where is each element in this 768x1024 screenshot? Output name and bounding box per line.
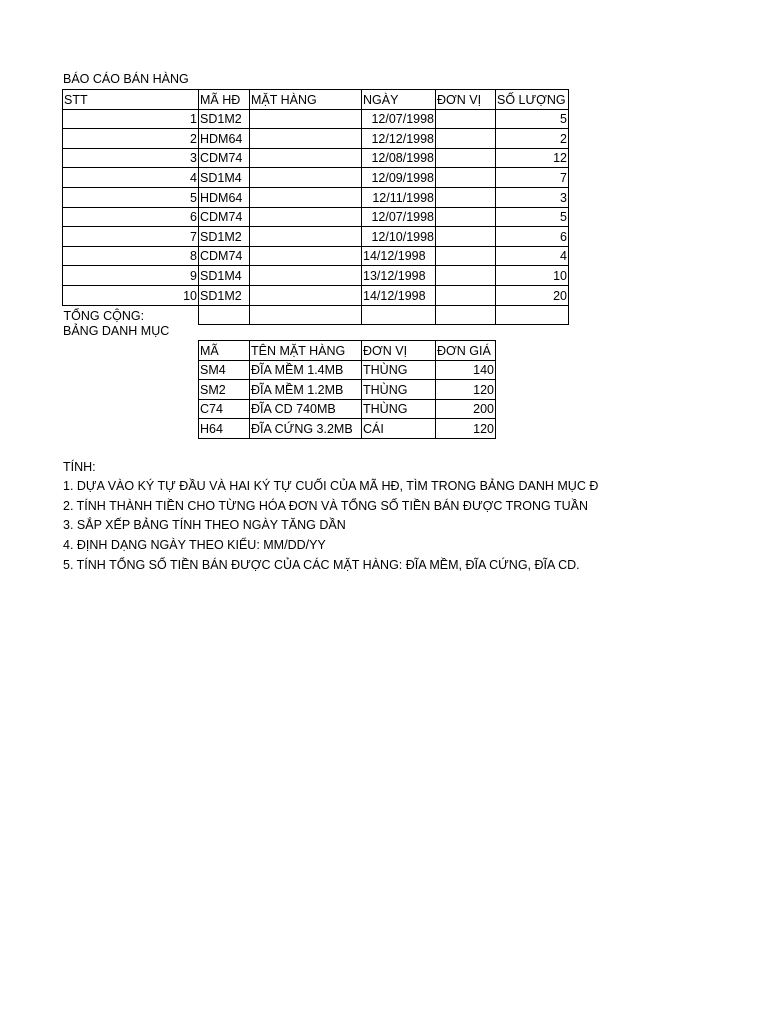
so-luong-cell: 4: [496, 246, 569, 266]
total-cell: [436, 305, 496, 325]
stt-cell: 3: [63, 148, 199, 168]
don-vi-cell: [436, 148, 496, 168]
ngay-cell: 12/09/1998: [362, 168, 436, 188]
ngay-cell: 13/12/1998: [362, 266, 436, 286]
ma-hd-cell: SD1M4: [199, 266, 250, 286]
mat-hang-cell: [250, 246, 362, 266]
catalog-row: [199, 380, 496, 400]
so-luong-cell: 3: [496, 187, 569, 207]
stt-cell: 4: [63, 168, 199, 188]
sales-row: [63, 168, 569, 188]
ma-cell: SM4: [199, 360, 250, 380]
total-cell: [250, 305, 362, 325]
ma-hd-cell: CDM74: [199, 246, 250, 266]
total-cell: [362, 305, 436, 325]
total-label: TỔNG CỘNG:: [63, 305, 199, 325]
don-gia-cell: 120: [436, 419, 496, 439]
sales-row: [63, 266, 569, 286]
instruction-item: 1. DỰA VÀO KÝ TỰ ĐẦU VÀ HAI KÝ TỰ CUỐI CỦA MÃ HĐ, TÌM TRONG BẢNG DANH MỤC Đ: [63, 479, 599, 493]
stt-cell: 7: [63, 227, 199, 247]
ngay-cell: 12/11/1998: [362, 187, 436, 207]
don-vi-cell: [436, 129, 496, 149]
sales-row: [63, 187, 569, 207]
header-ma: MÃ: [199, 341, 250, 361]
catalog-table: [198, 340, 496, 439]
ma-hd-cell: HDM64: [199, 129, 250, 149]
stt-cell: 6: [63, 207, 199, 227]
stt-cell: 2: [63, 129, 199, 149]
ma-cell: H64: [199, 419, 250, 439]
mat-hang-cell: [250, 266, 362, 286]
total-cell: [496, 305, 569, 325]
sales-row: [63, 207, 569, 227]
instruction-item: 5. TÍNH TỔNG SỐ TIỀN BÁN ĐƯỢC CỦA CÁC MẶT HÀNG: ĐĨA MỀM, ĐĨA CỨNG, ĐĨA CD.: [63, 558, 580, 572]
ngay-cell: 14/12/1998: [362, 285, 436, 305]
header-ma-hd: MÃ HĐ: [199, 90, 250, 110]
catalog-row: [199, 419, 496, 439]
don-vi-cell: [436, 109, 496, 129]
don-vi-cell: [436, 227, 496, 247]
stt-cell: 8: [63, 246, 199, 266]
mat-hang-cell: [250, 285, 362, 305]
ten-cell: ĐĨA MỀM 1.4MB: [250, 360, 362, 380]
so-luong-cell: 2: [496, 129, 569, 149]
don-gia-cell: 120: [436, 380, 496, 400]
ngay-cell: 12/12/1998: [362, 129, 436, 149]
ma-hd-cell: CDM74: [199, 148, 250, 168]
mat-hang-cell: [250, 227, 362, 247]
header-don-vi: ĐƠN VỊ: [362, 341, 436, 361]
ngay-cell: 12/07/1998: [362, 207, 436, 227]
header-don-gia: ĐƠN GIÁ: [436, 341, 496, 361]
don-vi-cell: THÙNG: [362, 380, 436, 400]
don-vi-cell: [436, 187, 496, 207]
don-vi-cell: [436, 285, 496, 305]
header-don-vi: ĐƠN VỊ: [436, 90, 496, 110]
sales-table: [62, 89, 569, 325]
sales-row: [63, 227, 569, 247]
ngay-cell: 12/08/1998: [362, 148, 436, 168]
ngay-cell: 12/10/1998: [362, 227, 436, 247]
stt-cell: 5: [63, 187, 199, 207]
don-vi-cell: CÁI: [362, 419, 436, 439]
ma-cell: SM2: [199, 380, 250, 400]
so-luong-cell: 5: [496, 109, 569, 129]
sales-header-row: [63, 90, 569, 110]
instruction-item: 2. TÍNH THÀNH TIỀN CHO TỪNG HÓA ĐƠN VÀ TỔNG SỐ TIỀN BÁN ĐƯỢC TRONG TUẦN: [63, 499, 589, 513]
ma-hd-cell: CDM74: [199, 207, 250, 227]
mat-hang-cell: [250, 168, 362, 188]
header-ten-mat-hang: TÊN MẶT HÀNG: [250, 341, 362, 361]
so-luong-cell: 20: [496, 285, 569, 305]
ten-cell: ĐĨA CD 740MB: [250, 399, 362, 419]
ngay-cell: 14/12/1998: [362, 246, 436, 266]
sales-row: [63, 109, 569, 129]
don-vi-cell: THÙNG: [362, 360, 436, 380]
don-gia-cell: 140: [436, 360, 496, 380]
report-title: BÁO CÁO BÁN HÀNG: [63, 72, 189, 86]
so-luong-cell: 5: [496, 207, 569, 227]
so-luong-cell: 10: [496, 266, 569, 286]
don-vi-cell: [436, 266, 496, 286]
instruction-item: 3. SẮP XẾP BẢNG TÍNH THEO NGÀY TĂNG DẦN: [63, 518, 346, 532]
catalog-row: [199, 399, 496, 419]
so-luong-cell: 12: [496, 148, 569, 168]
catalog-row: [199, 360, 496, 380]
sales-row: [63, 129, 569, 149]
ma-cell: C74: [199, 399, 250, 419]
header-so-luong: SỐ LƯỢNG: [496, 90, 569, 110]
mat-hang-cell: [250, 187, 362, 207]
don-vi-cell: THÙNG: [362, 399, 436, 419]
ten-cell: ĐĨA CỨNG 3.2MB: [250, 419, 362, 439]
stt-cell: 10: [63, 285, 199, 305]
so-luong-cell: 6: [496, 227, 569, 247]
catalog-title: BẢNG DANH MỤC: [63, 324, 170, 338]
mat-hang-cell: [250, 148, 362, 168]
sales-row: [63, 148, 569, 168]
don-vi-cell: [436, 207, 496, 227]
ngay-cell: 12/07/1998: [362, 109, 436, 129]
instructions-heading: TÍNH:: [63, 460, 96, 474]
sales-row: [63, 246, 569, 266]
instruction-item: 4. ĐỊNH DẠNG NGÀY THEO KIỂU: MM/DD/YY: [63, 538, 326, 552]
header-mat-hang: MẶT HÀNG: [250, 90, 362, 110]
catalog-header-row: [199, 341, 496, 361]
header-stt: STT: [63, 90, 199, 110]
ma-hd-cell: HDM64: [199, 187, 250, 207]
ten-cell: ĐĨA MỀM 1.2MB: [250, 380, 362, 400]
stt-cell: 9: [63, 266, 199, 286]
stt-cell: 1: [63, 109, 199, 129]
ma-hd-cell: SD1M2: [199, 285, 250, 305]
don-vi-cell: [436, 168, 496, 188]
so-luong-cell: 7: [496, 168, 569, 188]
mat-hang-cell: [250, 207, 362, 227]
mat-hang-cell: [250, 129, 362, 149]
ma-hd-cell: SD1M2: [199, 227, 250, 247]
header-ngay: NGÀY: [362, 90, 436, 110]
don-vi-cell: [436, 246, 496, 266]
ma-hd-cell: SD1M4: [199, 168, 250, 188]
ma-hd-cell: SD1M2: [199, 109, 250, 129]
mat-hang-cell: [250, 109, 362, 129]
sales-row: [63, 285, 569, 305]
don-gia-cell: 200: [436, 399, 496, 419]
total-cell: [199, 305, 250, 325]
